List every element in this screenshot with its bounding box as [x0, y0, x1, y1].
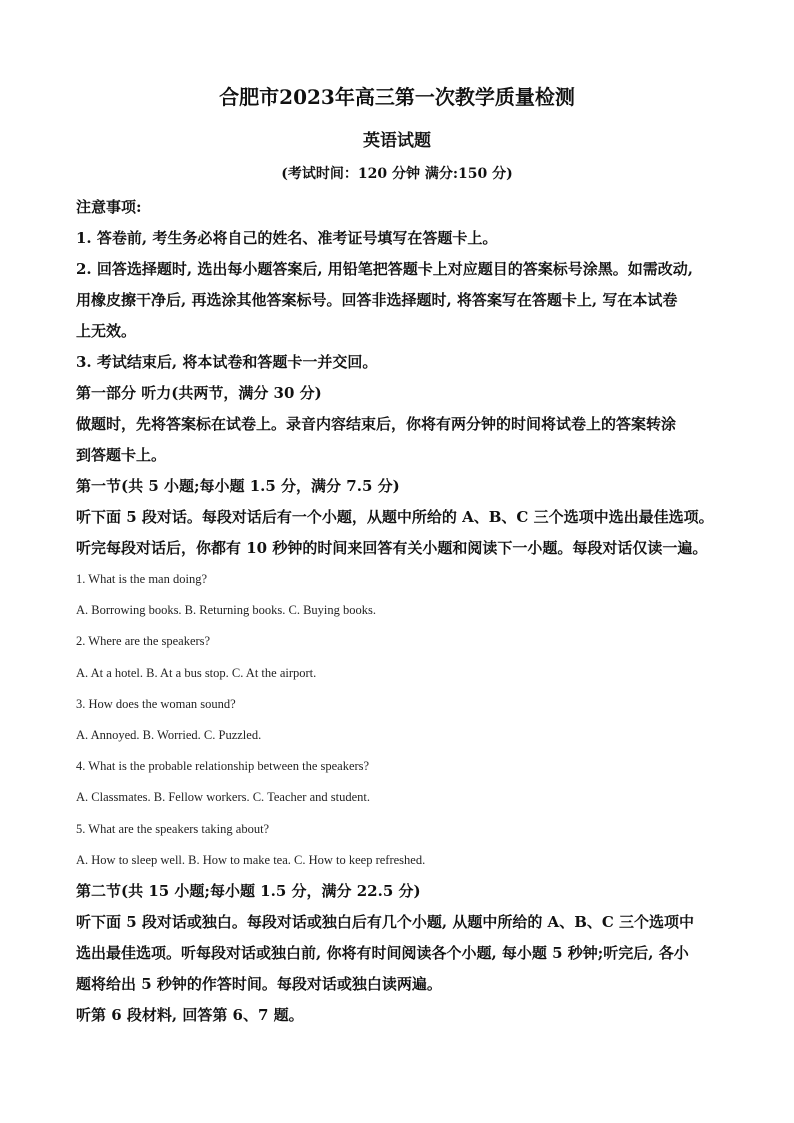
- section2-intro: 选出最佳选项。听每段对话或独白前, 你将有时间阅读各个小题, 每小题 5 秒钟;听完后, 各小: [76, 944, 689, 962]
- section2-heading: 第二节(共 15 小题;每小题 1.5 分，满分 22.5 分): [76, 882, 421, 900]
- section1-intro: 听完每段对话后，你都有 10 秒钟的时间来回答有关小题和阅读下一小题。每段对话仅读一遍。: [76, 539, 708, 557]
- exam-time: (考试时间：120 分钟 满分:150 分): [281, 166, 513, 182]
- question-text: 3. How does the woman sound?: [76, 697, 236, 711]
- question-text: 1. What is the man doing?: [76, 572, 207, 586]
- notes-line: 用橡皮擦干净后, 再选涂其他答案标号。回答非选择题时, 将答案写在答题卡上, 写在本试卷: [76, 291, 678, 309]
- section2-material: 听第 6 段材料, 回答第 6、7 题。: [76, 1006, 304, 1024]
- question-options: A. Annoyed. B. Worried. C. Puzzled.: [76, 728, 262, 742]
- question-options: A. At a hotel. B. At a bus stop. C. At the airport.: [76, 666, 317, 680]
- question-options: A. How to sleep well. B. How to make tea. C. How to keep refreshed.: [76, 853, 426, 867]
- question-text: 5. What are the speakers taking about?: [76, 822, 270, 836]
- notes-heading: 注意事项:: [76, 198, 142, 216]
- section1-heading: 第一节(共 5 小题;每小题 1.5 分，满分 7.5 分): [76, 477, 400, 495]
- part1-intro: 做题时，先将答案标在试卷上。录音内容结束后，你将有两分钟的时间将试卷上的答案转涂: [76, 415, 677, 433]
- part1-heading: 第一部分 听力(共两节，满分 30 分): [76, 384, 322, 402]
- section1-intro: 听下面 5 段对话。每段对话后有一个小题，从题中所给的 A、B、C 三个选项中选出最佳选项。: [76, 508, 714, 526]
- exam-subtitle: 英语试题: [363, 131, 431, 151]
- notes-line: 上无效。: [76, 322, 137, 340]
- section2-intro: 听下面 5 段对话或独白。每段对话或独白后有几个小题, 从题中所给的 A、B、C 三个选项中: [76, 913, 695, 931]
- notes-line: 1. 答卷前, 考生务必将自己的姓名、准考证号填写在答题卡上。: [76, 229, 498, 247]
- notes-line: 2. 回答选择题时, 选出每小题答案后, 用铅笔把答题卡上对应题目的答案标号涂黑。如需改动,: [76, 260, 693, 278]
- notes-line: 3. 考试结束后, 将本试卷和答题卡一并交回。: [76, 353, 378, 371]
- section2-intro: 题将给出 5 秒钟的作答时间。每段对话或独白读两遍。: [76, 975, 442, 993]
- question-text: 4. What is the probable relationship between the speakers?: [76, 759, 370, 773]
- question-text: 2. Where are the speakers?: [76, 634, 211, 648]
- question-options: A. Borrowing books. B. Returning books. C. Buying books.: [76, 603, 377, 617]
- exam-title: 合肥市2023年高三第一次教学质量检测: [219, 85, 575, 109]
- part1-intro: 到答题卡上。: [76, 446, 167, 464]
- question-options: A. Classmates. B. Fellow workers. C. Teacher and student.: [76, 790, 370, 804]
